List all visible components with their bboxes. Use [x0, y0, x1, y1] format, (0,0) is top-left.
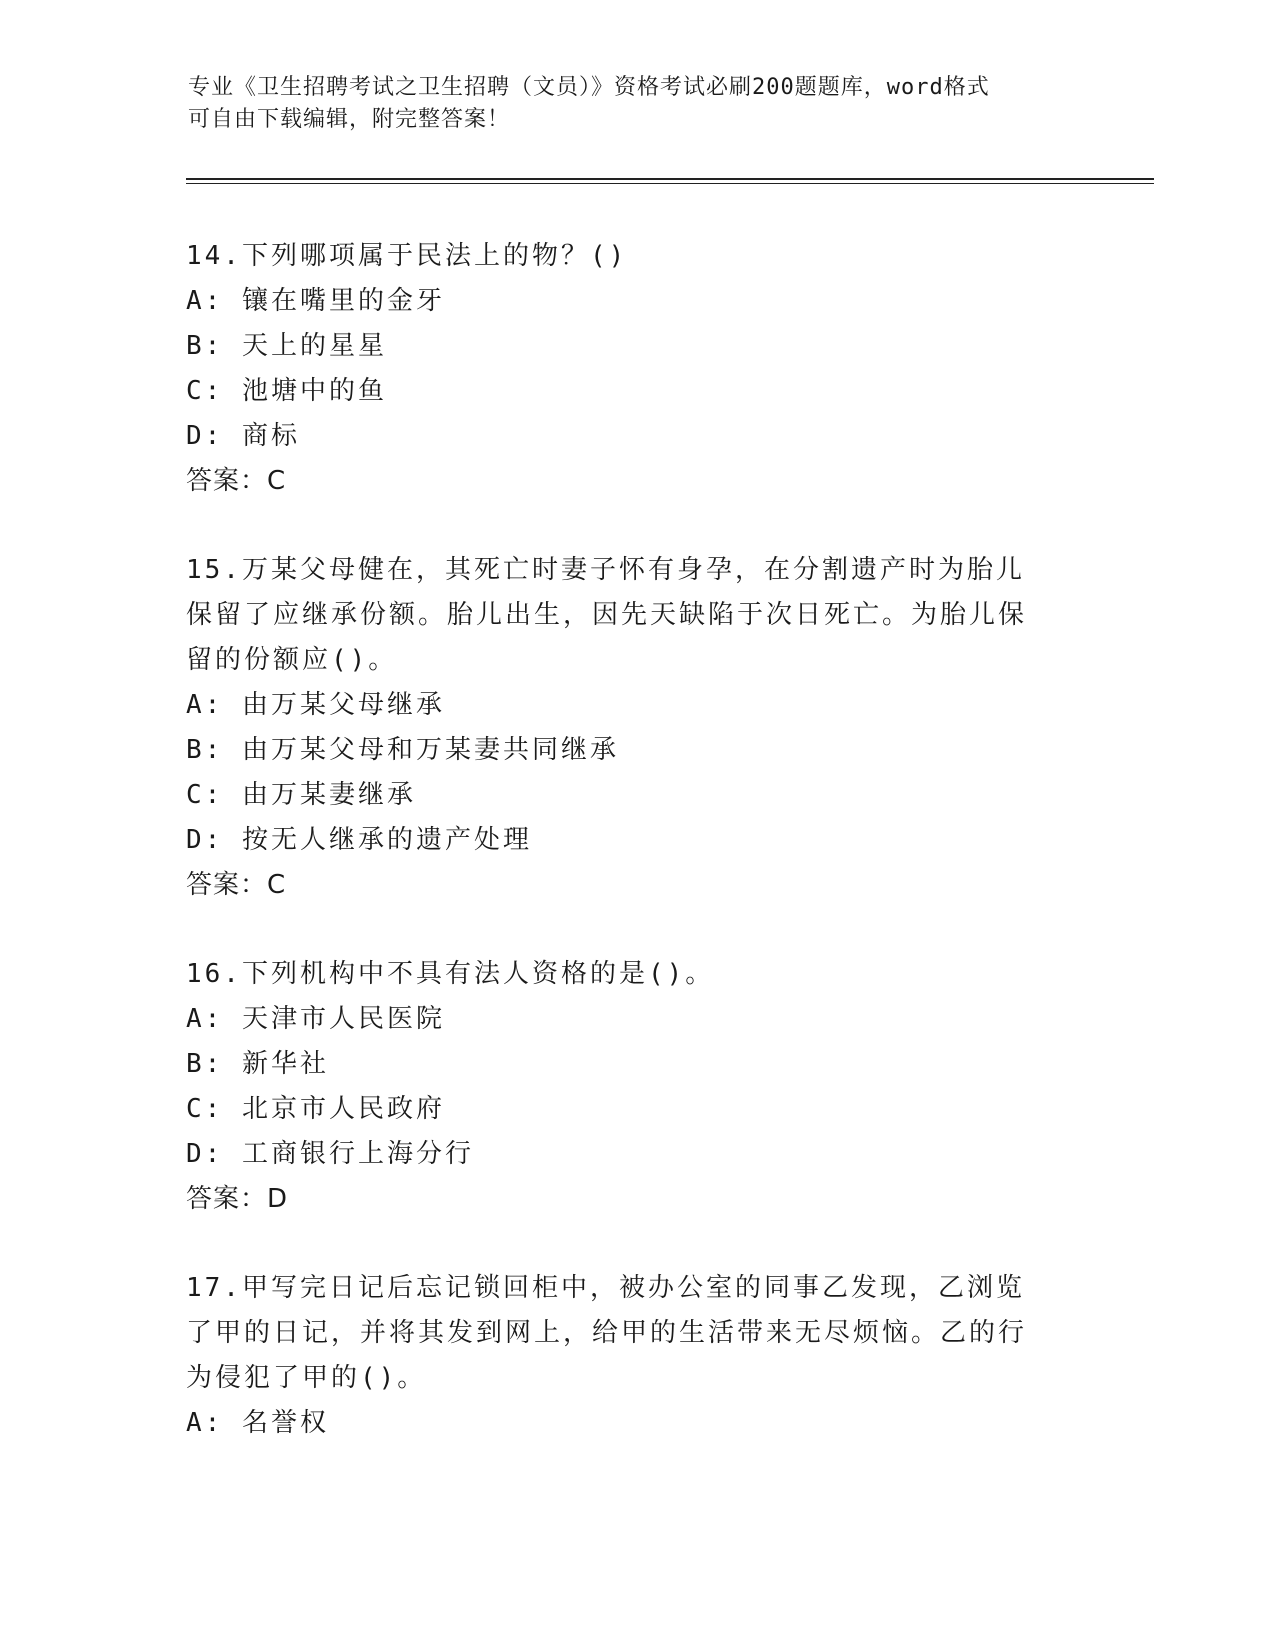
answer: 答案：D: [186, 1184, 289, 1214]
question-stem: 15.万某父母健在，其死亡时妻子怀有身孕，在分割遗产时为胎儿保留了应继承份额。胎儿出生，因先天缺陷于次日死亡。为胎儿保留的份额应()。: [186, 555, 1028, 675]
option-a: A: 由万某父母继承: [186, 690, 445, 720]
header-divider-thin: [186, 183, 1154, 184]
question-stem: 14.下列哪项属于民法上的物？(): [186, 241, 628, 271]
header-line-1: 专业《卫生招聘考试之卫生招聘（文员）》资格考试必刷200题题库，word格式: [188, 75, 990, 100]
option-a: A: 名誉权: [186, 1408, 329, 1438]
question-list: [186, 234, 1086, 1490]
question-17: [186, 1266, 1086, 1446]
option-b: B: 新华社: [186, 1049, 329, 1079]
answer: 答案：C: [186, 466, 287, 496]
document-header: [188, 72, 1088, 136]
header-line-2: 可自由下载编辑，附完整答案！: [188, 107, 511, 132]
option-d: D: 工商银行上海分行: [186, 1139, 474, 1169]
question-14: [186, 234, 1086, 504]
option-b: B: 由万某父母和万某妻共同继承: [186, 735, 619, 765]
header-divider-thick: [186, 178, 1154, 180]
question-stem: 16.下列机构中不具有法人资格的是()。: [186, 959, 715, 989]
option-a: A: 镶在嘴里的金牙: [186, 286, 445, 316]
option-a: A: 天津市人民医院: [186, 1004, 445, 1034]
option-c: C: 由万某妻继承: [186, 780, 416, 810]
question-stem: 17.甲写完日记后忘记锁回柜中，被办公室的同事乙发现，乙浏览了甲的日记，并将其发到网上，给甲的生活带来无尽烦恼。乙的行为侵犯了甲的()。: [186, 1273, 1028, 1393]
question-16: [186, 952, 1086, 1222]
option-c: C: 北京市人民政府: [186, 1094, 445, 1124]
option-c: C: 池塘中的鱼: [186, 376, 387, 406]
question-15: [186, 548, 1086, 908]
option-d: D: 按无人继承的遗产处理: [186, 825, 532, 855]
option-b: B: 天上的星星: [186, 331, 387, 361]
option-d: D: 商标: [186, 421, 300, 451]
answer: 答案：C: [186, 870, 287, 900]
